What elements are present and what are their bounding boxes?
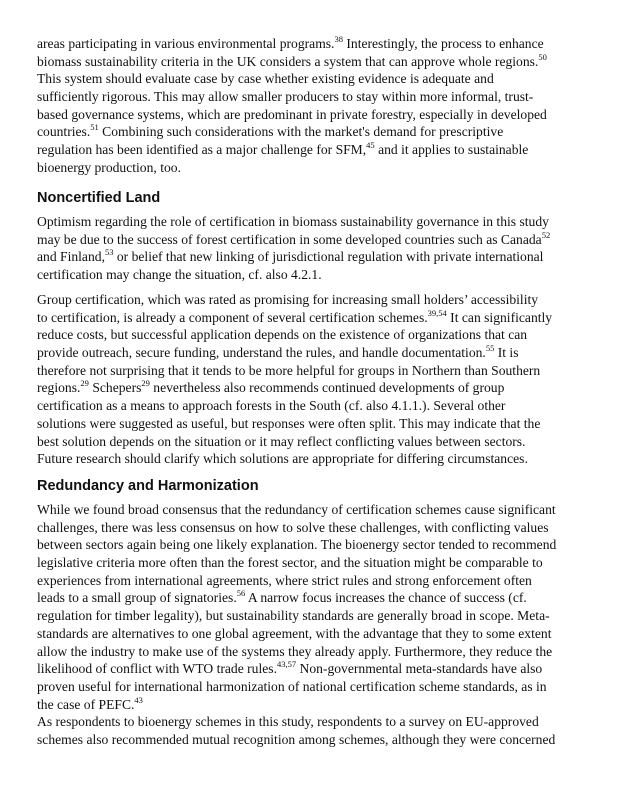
text-segment: the case of PEFC. — [37, 696, 135, 712]
text-line — [37, 450, 597, 468]
citation-superscript: 45 — [366, 140, 375, 151]
text-line — [37, 379, 597, 397]
paragraph — [37, 713, 597, 748]
text-line — [37, 88, 597, 106]
text-segment: solutions were suggested as useful, but responses were often split. This may indicate that the — [37, 415, 541, 431]
text-segment: based governance systems, which are predominant in private forestry, especially in developed — [37, 106, 547, 122]
text-segment: This system should evaluate case by case whether existing evidence is adequate and — [37, 71, 494, 87]
text-line — [37, 248, 597, 266]
text-segment: to certification, is already a component of several certification schemes. — [37, 309, 428, 325]
text-line — [37, 309, 597, 327]
paragraph — [37, 35, 597, 177]
text-line — [37, 554, 597, 572]
text-segment: challenges, there was less consensus on how to solve these challenges, with conflicting values — [37, 519, 549, 535]
text-segment: Interestingly, the process to enhance — [342, 36, 544, 51]
text-line — [37, 678, 597, 696]
text-segment: likelihood of conflict with WTO trade rules. — [37, 661, 277, 677]
text-line — [37, 141, 597, 159]
section-heading-noncertified-land: Noncertified Land — [37, 190, 161, 206]
citation-superscript: 50 — [538, 51, 547, 62]
text-segment: Non-governmental meta-standards have also — [296, 661, 543, 677]
text-segment: between sectors again being one likely explanation. The bioenergy sector tended to recommend — [37, 537, 557, 553]
text-line — [37, 731, 597, 749]
text-line — [37, 433, 597, 451]
text-segment: best solution depends on the situation or it may reflect conflicting values between sectors. — [37, 433, 526, 449]
text-segment: countries. — [37, 124, 91, 140]
text-segment: schemes also recommended mutual recognition among schemes, although they were concerned — [37, 731, 556, 747]
text-segment: regulation has been identified as a major challenge for SFM, — [37, 142, 367, 158]
paragraph — [37, 291, 597, 468]
text-segment: certification as a means to approach forests in the South (cf. also 4.1.1.). Several other — [37, 398, 506, 414]
paragraph — [37, 501, 597, 713]
citation-superscript: 56 — [236, 588, 246, 599]
text-segment: leads to a small group of signatories. — [37, 590, 237, 606]
citation-superscript: 55 — [485, 343, 495, 354]
text-segment: reduce costs, but successful application depends on the existence of organizations that can — [37, 327, 528, 343]
text-segment: A narrow focus increases the chance of success (cf. — [245, 590, 527, 606]
text-segment: Combining such considerations with the market's demand for prescriptive — [98, 124, 504, 140]
text-line — [37, 713, 597, 731]
paragraph — [37, 213, 597, 284]
citation-superscript: 43,57 — [276, 659, 297, 670]
text-segment: legislative criteria more often than the forest sector, and the situation might be comparable to — [37, 555, 543, 571]
text-line — [37, 231, 597, 249]
text-line — [37, 625, 597, 643]
text-segment: therefore not surprising that it tends to be more helpful for groups in Northern than Southern — [37, 362, 541, 378]
text-line — [37, 607, 597, 625]
text-line — [37, 53, 597, 71]
text-segment: As respondents to bioenergy schemes in this study, respondents to a survey on EU-approved — [37, 714, 539, 729]
text-segment: It is — [494, 345, 519, 361]
text-segment: and Finland, — [37, 249, 105, 265]
text-segment: nevertheless also recommends continued developments of group — [149, 380, 505, 396]
text-segment: proven useful for international harmonization of national certification scheme standards, as in — [37, 678, 547, 694]
text-segment: standards are alternatives to one global agreement, with the advantage that they to some extent — [37, 625, 552, 641]
text-line — [37, 291, 597, 309]
text-line — [37, 266, 597, 284]
text-line — [37, 123, 597, 141]
text-line — [37, 35, 597, 53]
text-line — [37, 397, 597, 415]
text-segment: provide outreach, secure funding, understand the rules, and handle documentation. — [37, 345, 486, 361]
text-line — [37, 70, 597, 88]
text-segment: certification may change the situation, cf. also 4.2.1. — [37, 267, 322, 283]
text-line — [37, 213, 597, 231]
citation-superscript: 51 — [90, 122, 99, 133]
citation-superscript: 52 — [541, 229, 551, 240]
text-segment: regions. — [37, 380, 81, 396]
text-line — [37, 106, 597, 124]
citation-superscript: 43 — [134, 694, 143, 705]
text-line — [37, 696, 597, 714]
text-segment: Optimism regarding the role of certification in biomass sustainability governance in this study — [37, 214, 549, 229]
text-line — [37, 660, 597, 678]
text-line — [37, 572, 597, 590]
citation-superscript: 29 — [80, 378, 89, 389]
text-line — [37, 415, 597, 433]
text-segment: regulation for timber legality), but sustainability standards are generally broad in scope. Meta- — [37, 608, 550, 624]
text-line — [37, 501, 597, 519]
citation-superscript: 53 — [104, 247, 114, 258]
citation-superscript: 39,54 — [427, 307, 447, 318]
text-segment: It can significantly — [446, 309, 553, 325]
text-line — [37, 159, 597, 177]
text-segment: sufficiently rigorous. This may allow smaller producers to stay within more informal, trust- — [37, 89, 534, 105]
text-line — [37, 589, 597, 607]
text-segment: and it applies to sustainable — [374, 142, 529, 158]
text-segment: areas participating in various environmental programs. — [37, 36, 335, 51]
citation-superscript: 29 — [141, 378, 150, 389]
text-segment: While we found broad consensus that the redundancy of certification schemes cause significant — [37, 502, 556, 517]
text-segment: Schepers — [88, 380, 142, 396]
text-line — [37, 362, 597, 380]
text-segment: allow the industry to make use of the systems they already apply. Furthermore, they reduce the — [37, 643, 553, 659]
text-segment: or belief that new linking of jurisdictional regulation with private international — [113, 249, 544, 265]
text-line — [37, 643, 597, 661]
text-segment: bioenergy production, too. — [37, 159, 181, 175]
text-line — [37, 536, 597, 554]
text-segment: experiences from international agreements, where strict rules and strong enforcement often — [37, 572, 532, 588]
text-segment: biomass sustainability criteria in the UK considers a system that can approve whole regions. — [37, 53, 539, 69]
text-line — [37, 519, 597, 537]
text-line — [37, 326, 597, 344]
text-segment: Future research should clarify which solutions are appropriate for differing circumstances. — [37, 451, 528, 467]
citation-superscript: 38 — [334, 34, 343, 44]
text-segment: Group certification, which was rated as promising for increasing small holders’ accessibility — [37, 292, 539, 307]
text-segment: may be due to the success of forest certification in some developed countries such as Canada — [37, 231, 542, 247]
section-heading-redundancy: Redundancy and Harmonization — [37, 478, 259, 494]
text-line — [37, 344, 597, 362]
